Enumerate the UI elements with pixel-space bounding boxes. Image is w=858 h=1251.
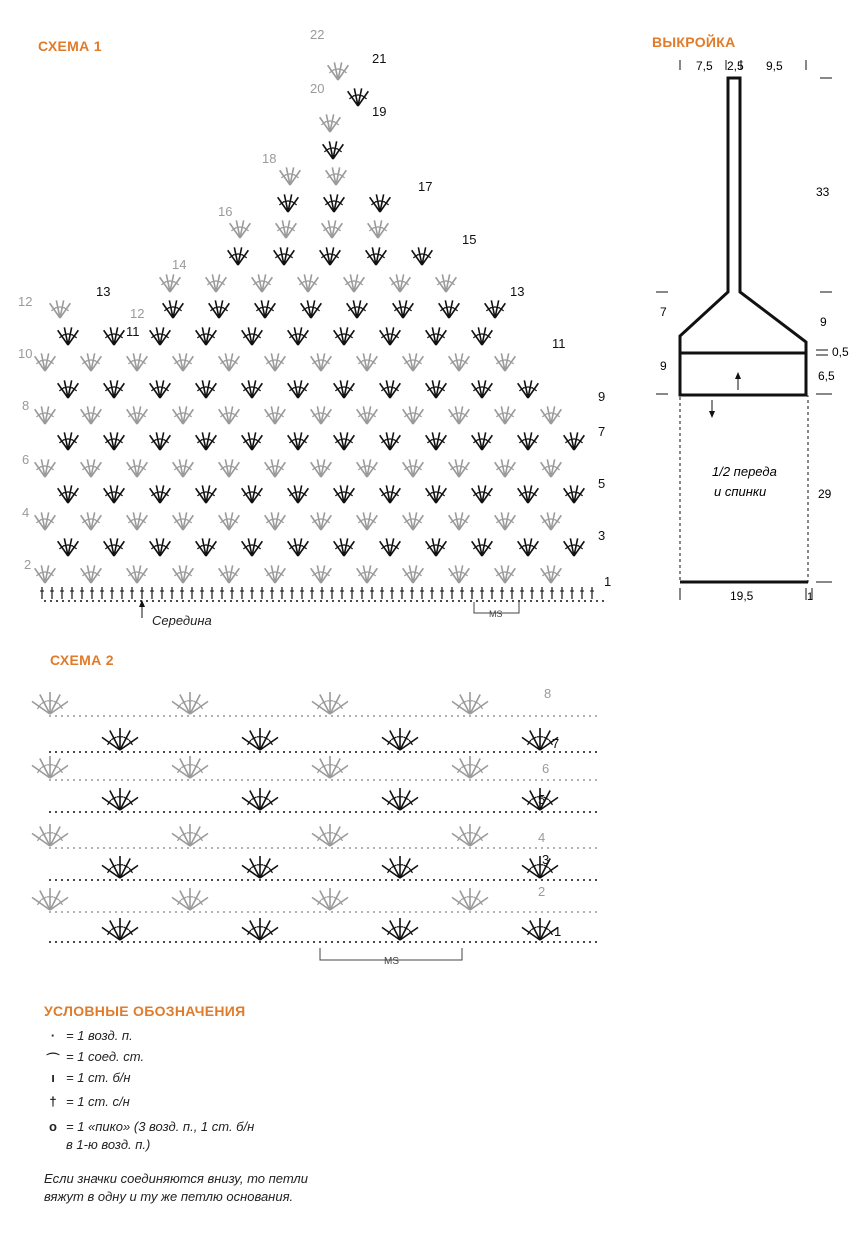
stitch-fan — [334, 380, 355, 398]
dim-right-5: 29 — [818, 487, 832, 501]
stitch-fan — [265, 406, 286, 424]
scheme2-fan — [32, 692, 68, 714]
stitch-fan — [127, 459, 148, 477]
stitch-fan — [81, 459, 102, 477]
stitch-fan — [104, 432, 125, 450]
stitch-fan — [173, 459, 194, 477]
s2-row-label-2: 2 — [538, 884, 546, 899]
stitch-fan — [255, 300, 276, 318]
stitch-fan — [564, 485, 585, 503]
legend-text-picot-cont: в 1-ю возд. п.) — [66, 1137, 151, 1152]
stitch-fan — [35, 512, 56, 530]
stitch-fan — [206, 274, 227, 292]
legend-note: Если значки соединяются внизу, то петли вяжут в одну и ту же петлю основания. — [44, 1171, 308, 1204]
stitch-fan — [320, 114, 341, 132]
s2-row-label-6: 6 — [542, 761, 550, 776]
stitch-fan — [412, 247, 433, 265]
scheme2-fan — [452, 824, 488, 846]
stitch-fan — [127, 512, 148, 530]
stitch-fan — [81, 353, 102, 371]
stitch-fan — [426, 538, 447, 556]
legend-text-picot: = 1 «пико» (3 возд. п., 1 ст. б/н — [66, 1119, 255, 1134]
stitch-fan — [328, 62, 349, 80]
stitch-fan — [81, 565, 102, 583]
row-label-22: 22 — [310, 27, 325, 42]
stitch-fan — [426, 432, 447, 450]
stitch-fan — [163, 300, 184, 318]
stitch-fan — [439, 300, 460, 318]
row-label-18: 18 — [262, 151, 277, 166]
slip-stitch-icon: ⌒ — [46, 1052, 60, 1067]
stitch-fan — [485, 300, 506, 318]
stitch-fan — [380, 538, 401, 556]
stitch-fan — [219, 353, 240, 371]
row-label-6: 6 — [22, 452, 30, 467]
stitch-fan — [541, 406, 562, 424]
stitch-fan — [265, 565, 286, 583]
stitch-fan — [242, 432, 263, 450]
stitch-fan — [436, 274, 457, 292]
stitch-fan — [564, 432, 585, 450]
stitch-fan — [150, 380, 171, 398]
stitch-fan — [334, 485, 355, 503]
legend-text-dc: = 1 ст. с/н — [66, 1094, 130, 1109]
dim-bottom-1: 19,5 — [730, 589, 754, 603]
stitch-fan — [403, 406, 424, 424]
stitch-fan — [276, 220, 297, 238]
scheme2-fan — [102, 918, 138, 940]
stitch-fan — [173, 353, 194, 371]
stitch-fan — [403, 353, 424, 371]
piece-label-1: 1/2 переда — [712, 464, 777, 479]
stitch-fan — [495, 512, 516, 530]
stitch-fan — [311, 406, 332, 424]
stitch-fan — [449, 512, 470, 530]
stitch-fan — [311, 353, 332, 371]
stitch-fan — [311, 459, 332, 477]
dim-left-1: 7 — [660, 305, 667, 319]
scheme2-fan — [452, 888, 488, 910]
row-label-13-left: 13 — [96, 284, 111, 299]
stitch-fan — [209, 300, 230, 318]
stitch-fan — [344, 274, 365, 292]
stitch-fan — [564, 538, 585, 556]
stitch-fan — [449, 459, 470, 477]
stitch-fan — [472, 380, 493, 398]
scheme2-fan — [242, 788, 278, 810]
legend-item-slip — [44, 1049, 144, 1068]
stitch-fan — [81, 406, 102, 424]
stitch-fan — [390, 274, 411, 292]
stitch-fan — [449, 565, 470, 583]
s2-row-label-1: 1 — [554, 924, 562, 939]
scheme2-rows — [32, 692, 597, 943]
row-label-20: 20 — [310, 81, 325, 96]
stitch-fan — [265, 459, 286, 477]
scheme2-fan — [312, 756, 348, 778]
scheme2-fan — [172, 824, 208, 846]
row-label-17: 17 — [418, 179, 433, 194]
dim-bottom-2: 1 — [807, 591, 814, 603]
stitch-fan — [348, 88, 369, 106]
row-label-12-mid: 12 — [130, 306, 145, 321]
ms-label-1: MS — [489, 609, 503, 619]
stitch-fan — [518, 380, 539, 398]
stitch-fan — [242, 485, 263, 503]
stitch-fan — [311, 565, 332, 583]
dim-top-1: 7,5 — [696, 59, 713, 73]
stitch-fan — [449, 406, 470, 424]
stitch-fan — [127, 406, 148, 424]
row-label-12-left: 12 — [18, 294, 33, 309]
pattern-title: ВЫКРОЙКА — [652, 34, 736, 50]
stitch-fan — [403, 512, 424, 530]
stitch-fan — [541, 459, 562, 477]
row-label-4: 4 — [22, 505, 30, 520]
stitch-fan — [393, 300, 414, 318]
scheme1-foundation-chain — [40, 587, 604, 602]
stitch-fan — [81, 512, 102, 530]
stitch-fan — [288, 538, 309, 556]
legend-item-dc — [44, 1094, 130, 1109]
scheme2-fan — [382, 918, 418, 940]
stitch-fan — [334, 538, 355, 556]
piece-label-2: и спинки — [714, 484, 767, 499]
stitch-fan — [242, 380, 263, 398]
dim-right-1: 33 — [816, 185, 830, 199]
stitch-fan — [219, 512, 240, 530]
pattern-strap — [680, 78, 806, 353]
stitch-fan — [242, 538, 263, 556]
scheme2-fan — [242, 918, 278, 940]
s2-row-label-3: 3 — [542, 852, 550, 867]
stitch-fan — [334, 327, 355, 345]
stitch-fan — [35, 565, 56, 583]
stitch-fan — [301, 300, 322, 318]
stitch-fan — [357, 565, 378, 583]
legend-text-slip: = 1 соед. ст. — [66, 1049, 145, 1064]
row-label-5: 5 — [598, 476, 606, 491]
scheme2-fan — [312, 824, 348, 846]
stitch-fan — [127, 565, 148, 583]
dim-right-4: 6,5 — [818, 369, 835, 383]
stitch-fan — [219, 459, 240, 477]
stitch-fan — [403, 565, 424, 583]
stitch-fan — [35, 406, 56, 424]
pattern-yoke — [680, 353, 806, 395]
stitch-fan — [58, 327, 79, 345]
stitch-fan — [104, 485, 125, 503]
pattern-drawing — [656, 50, 856, 610]
stitch-fan — [298, 274, 319, 292]
stitch-fan — [104, 327, 125, 345]
row-label-16: 16 — [218, 204, 233, 219]
row-label-3: 3 — [598, 528, 606, 543]
legend-text-chain: = 1 возд. п. — [66, 1028, 133, 1043]
stitch-fan — [228, 247, 249, 265]
stitch-fan — [357, 406, 378, 424]
stitch-fan — [518, 485, 539, 503]
stitch-fan — [104, 380, 125, 398]
row-label-11-right: 11 — [552, 336, 566, 351]
stitch-fan — [370, 194, 391, 212]
scheme2-fan — [452, 756, 488, 778]
scheme2-fan — [382, 728, 418, 750]
scheme2-fan — [172, 756, 208, 778]
scheme1-title: СХЕМА 1 — [38, 38, 102, 54]
stitch-fan — [323, 141, 344, 159]
dim-right-3: 0,5 — [832, 345, 849, 359]
stitch-fan — [426, 327, 447, 345]
stitch-fan — [104, 538, 125, 556]
stitch-fan — [357, 512, 378, 530]
stitch-fan — [495, 565, 516, 583]
stitch-fan — [196, 538, 217, 556]
stitch-fan — [518, 432, 539, 450]
stitch-fan — [518, 538, 539, 556]
stitch-fan — [35, 353, 56, 371]
stitch-fan — [274, 247, 295, 265]
stitch-fan — [357, 353, 378, 371]
dim-left-2: 9 — [660, 359, 667, 373]
scheme2-fan — [452, 692, 488, 714]
stitch-fan — [288, 380, 309, 398]
stitch-fan — [541, 512, 562, 530]
scheme2-fan — [102, 788, 138, 810]
legend-item-sc — [44, 1070, 131, 1085]
scheme1-fans — [35, 62, 585, 583]
stitch-fan — [127, 353, 148, 371]
stitch-fan — [366, 247, 387, 265]
row-label-11-mid: 11 — [126, 324, 140, 339]
scheme2-fan — [312, 888, 348, 910]
stitch-fan — [173, 406, 194, 424]
stitch-fan — [380, 485, 401, 503]
row-label-14: 14 — [172, 257, 187, 272]
stitch-fan — [265, 353, 286, 371]
scheme2-fan — [242, 728, 278, 750]
scheme2-title: СХЕМА 2 — [50, 652, 114, 668]
dim-top-2: 2,5 — [727, 59, 744, 73]
ms-label-2: MS — [384, 956, 399, 967]
scheme2-fan — [242, 856, 278, 878]
stitch-fan — [150, 538, 171, 556]
stitch-fan — [280, 167, 301, 185]
stitch-fan — [242, 327, 263, 345]
stitch-fan — [403, 459, 424, 477]
stitch-fan — [58, 538, 79, 556]
stitch-fan — [50, 300, 71, 318]
stitch-fan — [219, 406, 240, 424]
stitch-fan — [334, 432, 355, 450]
dim-right-2: 9 — [820, 315, 827, 329]
stitch-fan — [472, 327, 493, 345]
stitch-fan — [288, 327, 309, 345]
stitch-fan — [252, 274, 273, 292]
row-label-9: 9 — [598, 389, 606, 404]
chain-icon: · — [50, 1028, 56, 1043]
stitch-fan — [35, 459, 56, 477]
row-label-15: 15 — [462, 232, 477, 247]
stitch-fan — [380, 380, 401, 398]
scheme2-fan — [32, 888, 68, 910]
legend-item-picot — [44, 1119, 254, 1134]
s2-row-label-8: 8 — [544, 686, 552, 701]
stitch-fan — [380, 432, 401, 450]
stitch-fan — [311, 512, 332, 530]
stitch-fan — [150, 485, 171, 503]
s2-row-label-5: 5 — [538, 792, 546, 807]
row-label-10: 10 — [18, 346, 33, 361]
row-label-1: 1 — [604, 574, 612, 589]
scheme2-fan — [172, 692, 208, 714]
scheme2-fan — [32, 824, 68, 846]
stitch-fan — [495, 406, 516, 424]
middle-label: Середина — [152, 613, 212, 628]
stitch-fan — [495, 353, 516, 371]
stitch-fan — [326, 167, 347, 185]
dim-top-3: 9,5 — [766, 59, 783, 73]
stitch-fan — [288, 432, 309, 450]
stitch-fan — [196, 432, 217, 450]
legend-item-picot-cont — [44, 1137, 150, 1152]
stitch-fan — [58, 380, 79, 398]
stitch-fan — [320, 247, 341, 265]
scheme2-fan — [32, 756, 68, 778]
stitch-fan — [196, 327, 217, 345]
scheme2-fan — [172, 888, 208, 910]
row-label-21: 21 — [372, 51, 387, 66]
picot-icon: o — [49, 1119, 57, 1134]
stitch-fan — [368, 220, 389, 238]
stitch-fan — [541, 565, 562, 583]
stitch-fan — [150, 327, 171, 345]
stitch-fan — [380, 327, 401, 345]
row-label-8: 8 — [22, 398, 30, 413]
stitch-fan — [426, 380, 447, 398]
stitch-fan — [173, 565, 194, 583]
stitch-fan — [288, 485, 309, 503]
row-label-2: 2 — [24, 557, 32, 572]
stitch-fan — [160, 274, 181, 292]
stitch-fan — [426, 485, 447, 503]
stitch-fan — [265, 512, 286, 530]
row-label-13-right: 13 — [510, 284, 525, 299]
scheme2-chart — [0, 670, 620, 970]
legend-item-chain — [44, 1028, 133, 1043]
scheme1-chart — [0, 20, 620, 630]
scheme2-fan — [382, 856, 418, 878]
stitch-fan — [150, 432, 171, 450]
stitch-fan — [278, 194, 299, 212]
s2-row-label-7: 7 — [552, 736, 560, 751]
stitch-fan — [495, 459, 516, 477]
row-label-19: 19 — [372, 104, 387, 119]
legend-text-sc: = 1 ст. б/н — [66, 1070, 131, 1085]
stitch-fan — [322, 220, 343, 238]
stitch-fan — [196, 380, 217, 398]
stitch-fan — [357, 459, 378, 477]
stitch-fan — [196, 485, 217, 503]
stitch-fan — [472, 485, 493, 503]
scheme2-fan — [522, 918, 558, 940]
double-crochet-icon: † — [49, 1094, 57, 1109]
row-label-7: 7 — [598, 424, 606, 439]
stitch-fan — [347, 300, 368, 318]
stitch-fan — [58, 432, 79, 450]
stitch-fan — [219, 565, 240, 583]
legend-title: УСЛОВНЫЕ ОБОЗНАЧЕНИЯ — [44, 1003, 246, 1019]
stitch-fan — [173, 512, 194, 530]
stitch-fan — [230, 220, 251, 238]
scheme2-fan — [312, 692, 348, 714]
s2-row-label-4: 4 — [538, 830, 546, 845]
scheme2-fan — [522, 856, 558, 878]
single-crochet-icon: ı — [51, 1070, 55, 1085]
stitch-fan — [472, 432, 493, 450]
scheme2-fan — [382, 788, 418, 810]
stitch-fan — [58, 485, 79, 503]
scheme2-fan — [102, 728, 138, 750]
stitch-fan — [449, 353, 470, 371]
stitch-fan — [472, 538, 493, 556]
stitch-fan — [324, 194, 345, 212]
scheme2-fan — [102, 856, 138, 878]
